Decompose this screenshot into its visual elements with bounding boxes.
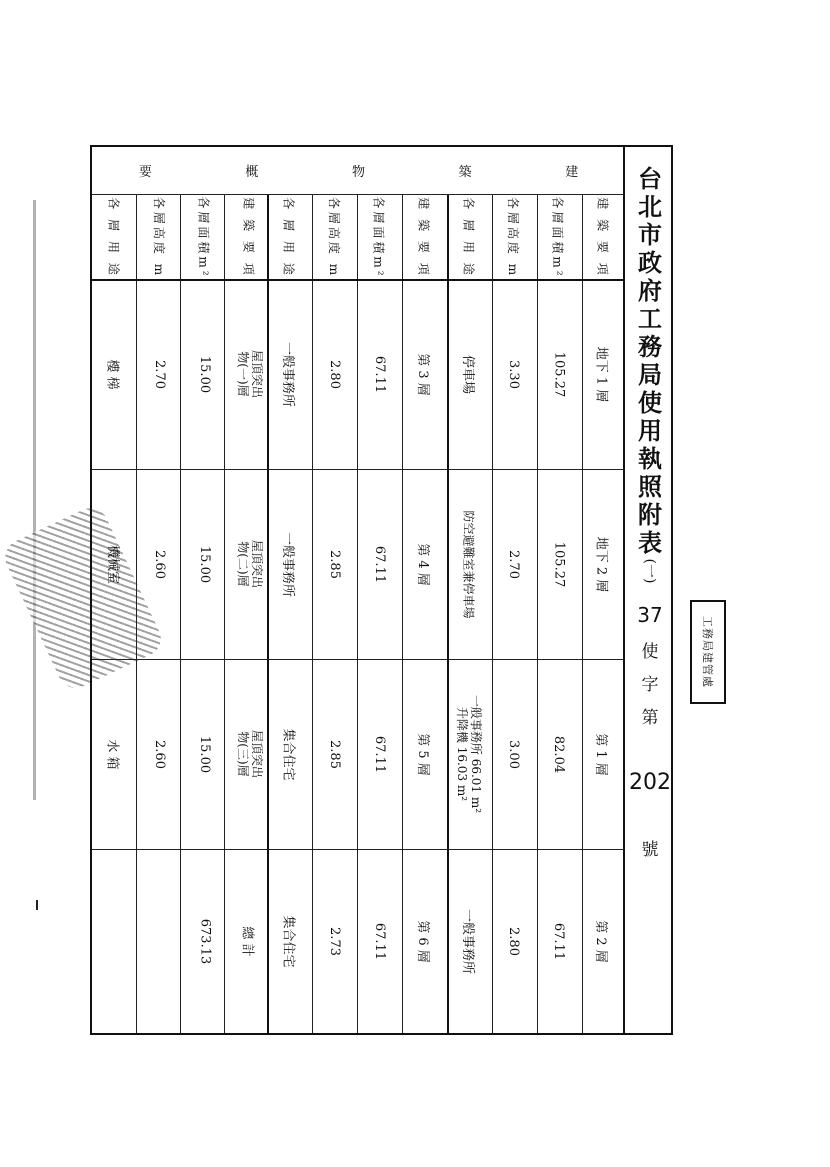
cell-value: 15.00 [197,545,212,583]
title-char: 用 [638,416,662,445]
table-cell [312,279,357,469]
scan-mark [33,200,36,800]
table-cell [357,849,402,1033]
header-cell [447,195,492,279]
header-label: 建 築 要 項 [595,196,610,278]
table-cell [227,469,272,659]
cell-value: 67.11 [372,545,387,583]
cell-value: 3.00 [506,739,522,769]
header-label: 建 築 要 項 [242,196,257,278]
cell-value: 地下 1 層 [593,346,609,402]
table-cell [137,279,182,469]
title-char: 照 [638,472,662,501]
header-cell [492,195,537,279]
cell-value: 2.70 [506,549,522,579]
header-cell [137,195,182,279]
title-suffix: (一) [641,558,657,584]
header-label: 各層面積m² [550,195,565,279]
cell-value: 一般事務所 66.01 m² 升降機 16.03 m² [455,694,484,814]
table-cell [312,849,357,1033]
cell-value: 防空避難室兼停車場 [461,509,476,619]
header-cell [402,195,447,279]
cell-value: 2.70 [151,359,167,389]
cell-value: 屋頂突出 物(二)層 [235,539,264,589]
cell-value: 機械室 [104,544,120,584]
cell-value: 2.60 [151,549,167,579]
stamp-box: 工務局建管處 [690,600,726,704]
table-cell [357,469,402,659]
header-label: 建 築 要 項 [417,196,432,278]
license-char-no: 第 [641,708,659,728]
header-cell [182,195,227,279]
title-column [625,147,675,1033]
cell-value: 2.80 [326,359,342,389]
table-cell [267,849,312,1033]
cell-value: 15.00 [197,355,212,393]
cell-value: 67.11 [550,922,566,960]
cell-value: 67.11 [372,355,387,393]
header-label: 各 層 用 途 [461,196,476,278]
outer-label-char: 築 [458,165,472,180]
cell-value: 水 箱 [104,738,120,770]
license-char-hao: 號 [641,840,659,860]
table-cell [536,849,581,1033]
cell-value: 第 4 層 [414,542,430,586]
table-cell [447,849,492,1033]
table-cell [92,659,137,849]
cell-value: 一般事務所 [280,531,296,597]
header-cell [536,195,581,279]
header-label: 各 層 用 途 [282,196,297,278]
header-label: 各層高度 m [506,196,521,278]
license-char-use: 使 [641,642,659,662]
header-label: 各 層 用 途 [107,196,122,278]
cell-value: 105.27 [550,541,566,587]
header-label: 各層高度 m [152,196,167,278]
table-cell [492,279,537,469]
title-char: 北 [638,192,662,221]
cell-value: 第 2 層 [593,919,609,963]
header-cell [267,195,312,279]
table-cell [182,279,227,469]
license-number: 202 [629,770,671,795]
header-label: 各層面積m² [197,195,212,279]
header-cell [92,195,137,279]
table-cell [227,659,272,849]
cell-value: 105.27 [550,351,566,397]
cell-value: 一般事務所 [280,341,296,407]
table-cell [92,469,137,659]
title-char: 使 [638,388,662,417]
outer-label-char: 建 [565,165,579,180]
table-cell [581,279,626,469]
header-label: 各層高度 m [327,196,342,278]
cell-value: 集合住宅 [280,914,296,968]
table-cell [92,279,137,469]
table-cell [492,469,537,659]
header-label: 各層面積m² [372,195,387,279]
table-cell [536,659,581,849]
cell-value: 673.13 [197,918,212,964]
table-cell [137,469,182,659]
table-cell [312,469,357,659]
cell-value: 第 6 層 [414,919,430,963]
table-cell [447,279,492,469]
title-char: 政 [638,248,662,277]
title-char: 執 [638,444,662,473]
cell-value: 一般事務所 [459,908,475,974]
title-char: 市 [638,220,662,249]
cell-value: 2.60 [151,739,167,769]
header-cell [312,195,357,279]
table-cell [402,279,447,469]
table-cell [182,659,227,849]
header-cell [357,195,402,279]
cell-value: 地下 2 層 [593,536,609,592]
cell-value: 第 1 層 [593,732,609,776]
title-char: 台 [638,164,662,193]
title-char: 府 [638,276,662,305]
cell-value: 2.73 [326,926,342,956]
outer-label-char: 要 [138,165,152,180]
table-cell [182,849,227,1033]
table-cell [492,849,537,1033]
scan-mark [36,900,38,910]
table-cell [357,279,402,469]
table-cell [227,279,272,469]
cell-value: 3.30 [506,359,522,389]
table-cell [581,849,626,1033]
cell-value: 2.80 [506,926,522,956]
cell-value: 停車場 [459,354,475,394]
cell-value: 67.11 [372,735,387,773]
table-cell [581,469,626,659]
cell-value: 樓 梯 [104,358,120,390]
cell-value: 第 3 層 [414,352,430,396]
outer-label [92,147,625,195]
table-cell [402,469,447,659]
table-cell [581,659,626,849]
table-cell [402,849,447,1033]
table-cell [267,469,312,659]
title-char: 局 [638,360,662,389]
title-char: 工 [638,304,662,333]
title-char: 務 [638,332,662,361]
cell-value: 集合住宅 [280,727,296,781]
table-cell [536,279,581,469]
table-cell [227,849,272,1033]
cell-value: 82.04 [550,735,566,773]
table-cell [92,849,137,1033]
license-char-word: 字 [641,675,659,695]
title-char: 表 [638,528,662,557]
cell-value: 2.85 [326,549,342,579]
cell-value: 屋頂突出 物(一)層 [235,349,264,399]
cell-value: 屋頂突出 物(三)層 [235,729,264,779]
table-cell [312,659,357,849]
header-cell [227,195,272,279]
outer-label-char: 概 [245,165,259,180]
table-cell [536,469,581,659]
cell-value: 總 計 [239,925,255,957]
cell-value: 2.85 [326,739,342,769]
license-year: 37 [637,603,663,627]
header-cell [581,195,626,279]
table-cell [267,279,312,469]
outer-label-char: 物 [352,165,366,180]
cell-value: 第 5 層 [414,732,430,776]
table-cell [357,659,402,849]
title-char: 附 [638,500,662,529]
table-cell [137,849,182,1033]
table-cell [137,659,182,849]
table-cell [447,469,492,659]
license-attachment-table [90,145,673,1035]
cell-value: 67.11 [372,922,387,960]
table-cell [402,659,447,849]
cell-value: 15.00 [197,735,212,773]
table-body [92,147,625,1033]
table-cell [182,469,227,659]
table-cell [447,659,492,849]
table-cell [267,659,312,849]
table-cell [492,659,537,849]
